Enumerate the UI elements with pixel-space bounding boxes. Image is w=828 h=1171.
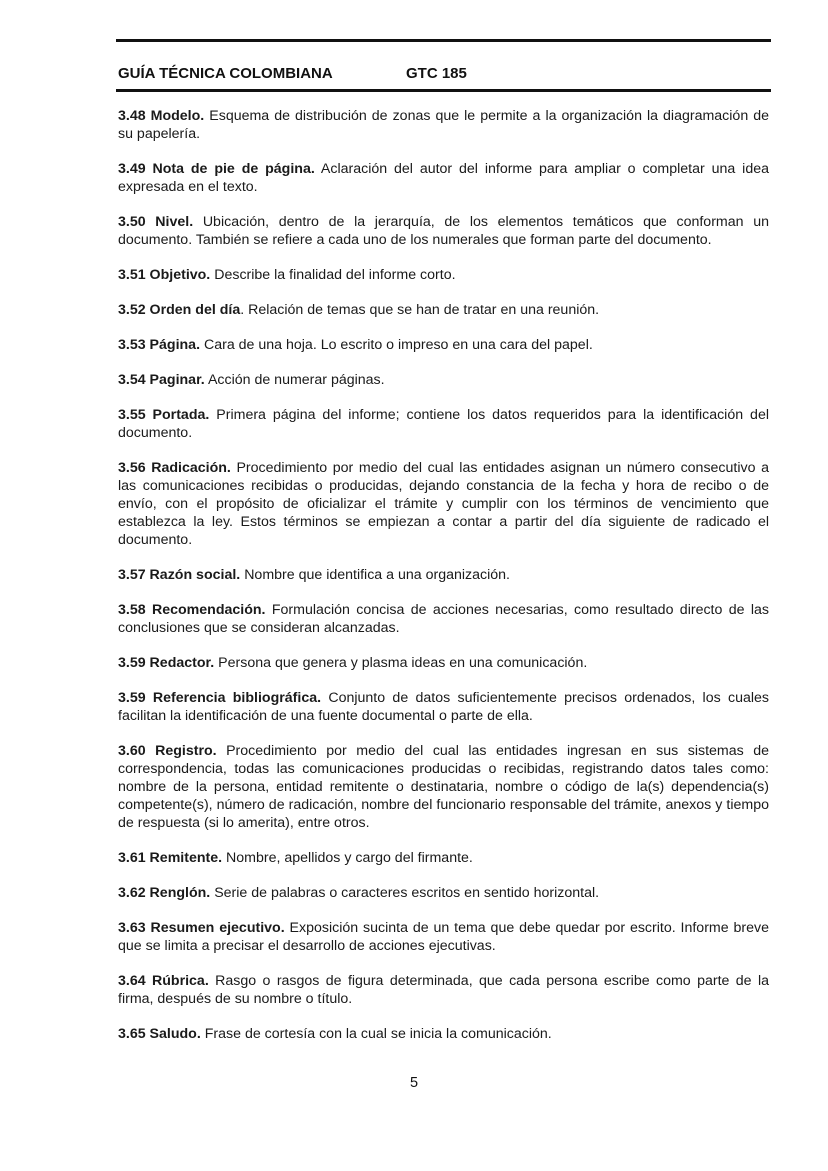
definition-term: 3.59 Referencia bibliográfica. (118, 690, 322, 707)
definition-term: 3.50 Nivel. (118, 214, 194, 230)
header-rule (116, 89, 771, 92)
definition-entry (118, 920, 769, 956)
definition-term: 3.60 Registro. (118, 743, 217, 760)
header-title: GUÍA TÉCNICA COLOMBIANA (118, 65, 333, 82)
definition-entry (118, 973, 769, 1009)
definition-text: Aclaración del autor del informe para ampliar o completar una idea expresada en el texto. (118, 161, 769, 195)
definition-text: Exposición sucinta de un tema que debe quedar por escrito. Informe breve que se limita a precisar el desarrollo de acciones ejecutivas. (118, 920, 769, 955)
definition-entry (118, 1026, 769, 1044)
definition-term: 3.59 Redactor. (118, 655, 215, 672)
definition-text: Describe la finalidad del informe corto. (214, 267, 456, 283)
definition-term: 3.62 Renglón. (118, 885, 211, 902)
definition-term: 3.53 Página. (118, 337, 201, 354)
definitions-list (118, 108, 769, 1061)
definition-text: Frase de cortesía con la cual se inicia la comunicación. (204, 1026, 552, 1043)
definition-entry (118, 302, 769, 320)
definition-term: 3.54 Paginar. (118, 372, 205, 389)
definition-entry (118, 655, 769, 673)
definition-term: 3.64 Rúbrica. (118, 973, 209, 990)
definition-text: Rasgo o rasgos de figura determinada, que cada persona escribe como parte de la firma, después de su nombre o título. (118, 973, 769, 1008)
definition-text: Nombre que identifica a una organización. (244, 567, 510, 584)
definition-term: 3.49 Nota de pie de página. (118, 161, 315, 177)
definition-term: 3.58 Recomendación. (118, 602, 266, 619)
definition-term: 3.61 Remitente. (118, 850, 223, 866)
definition-entry (118, 567, 769, 585)
definition-text: . Relación de temas que se han de tratar en una reunión. (240, 302, 600, 319)
definition-term: 3.51 Objetivo. (118, 267, 211, 283)
definition-entry (118, 850, 769, 868)
definition-term: 3.63 Resumen ejecutivo. (118, 920, 285, 937)
definition-text: Procedimiento por medio del cual las entidades ingresan en sus sistemas de correspondencia, todas las comunicaciones producidas o recibidas, registrando datos tales como: nombre de la persona, entidad remitente o destinataria, nombre o código de la(s) dependencia(s) competente(s), número de radicación, nombre del funcionario responsable del trámite, anexos y tiempo de respuesta (si lo amerita), entre otros. (118, 743, 769, 831)
page-header (118, 65, 768, 82)
top-rule (116, 39, 771, 42)
definition-term: 3.48 Modelo. (118, 108, 205, 124)
definition-entry (118, 602, 769, 638)
definition-entry (118, 108, 769, 144)
header-code: GTC 185 (406, 65, 467, 82)
definition-entry (118, 460, 769, 550)
definition-text: Formulación concisa de acciones necesarias, como resultado directo de las conclusiones que se consideran alcanzadas. (118, 602, 769, 637)
definition-term: 3.57 Razón social. (118, 567, 241, 584)
definition-text: Nombre, apellidos y cargo del firmante. (226, 850, 473, 866)
definition-term: 3.55 Portada. (118, 407, 210, 424)
definition-text: Acción de numerar páginas. (207, 372, 385, 389)
definition-entry (118, 214, 769, 250)
definition-text: Procedimiento por medio del cual las entidades asignan un número consecutivo a las comunicaciones recibidas o producidas, dejando constancia de la fecha y hora de recibo o de envío, con el propósito de oficializar el trámite y cumplir con los términos de vencimiento que establezca la ley. Estos términos se empiezan a contar a partir del día siguiente de radicado el documento. (118, 460, 769, 548)
definition-text: Cara de una hoja. Lo escrito o impreso en una cara del papel. (203, 337, 593, 354)
definition-entry (118, 161, 769, 197)
definition-text: Primera página del informe; contiene los datos requeridos para la identificación del documento. (118, 407, 769, 442)
definition-entry (118, 267, 769, 285)
definition-entry (118, 407, 769, 443)
definition-text: Serie de palabras o caracteres escritos en sentido horizontal. (214, 885, 600, 902)
definition-entry (118, 690, 769, 726)
definition-entry (118, 372, 769, 390)
definition-term: 3.65 Saludo. (118, 1026, 201, 1043)
definition-text: Ubicación, dentro de la jerarquía, de los elementos temáticos que conforman un documento. También se refiere a cada uno de los numerales que forman parte del documento. (118, 214, 769, 248)
definition-term: 3.56 Radicación. (118, 460, 231, 477)
definition-text: Persona que genera y plasma ideas en una comunicación. (218, 655, 588, 672)
page-number: 5 (409, 1075, 419, 1091)
definition-text: Conjunto de datos suficientemente precisos ordenados, los cuales facilitan la identificación de una fuente documental o parte de ella. (118, 690, 769, 725)
definition-term: 3.52 Orden del día (118, 302, 241, 319)
definition-entry (118, 337, 769, 355)
definition-text: Esquema de distribución de zonas que le permite a la organización la diagramación de su papelería. (118, 108, 770, 142)
definition-entry (118, 743, 769, 833)
definition-entry (118, 885, 769, 903)
